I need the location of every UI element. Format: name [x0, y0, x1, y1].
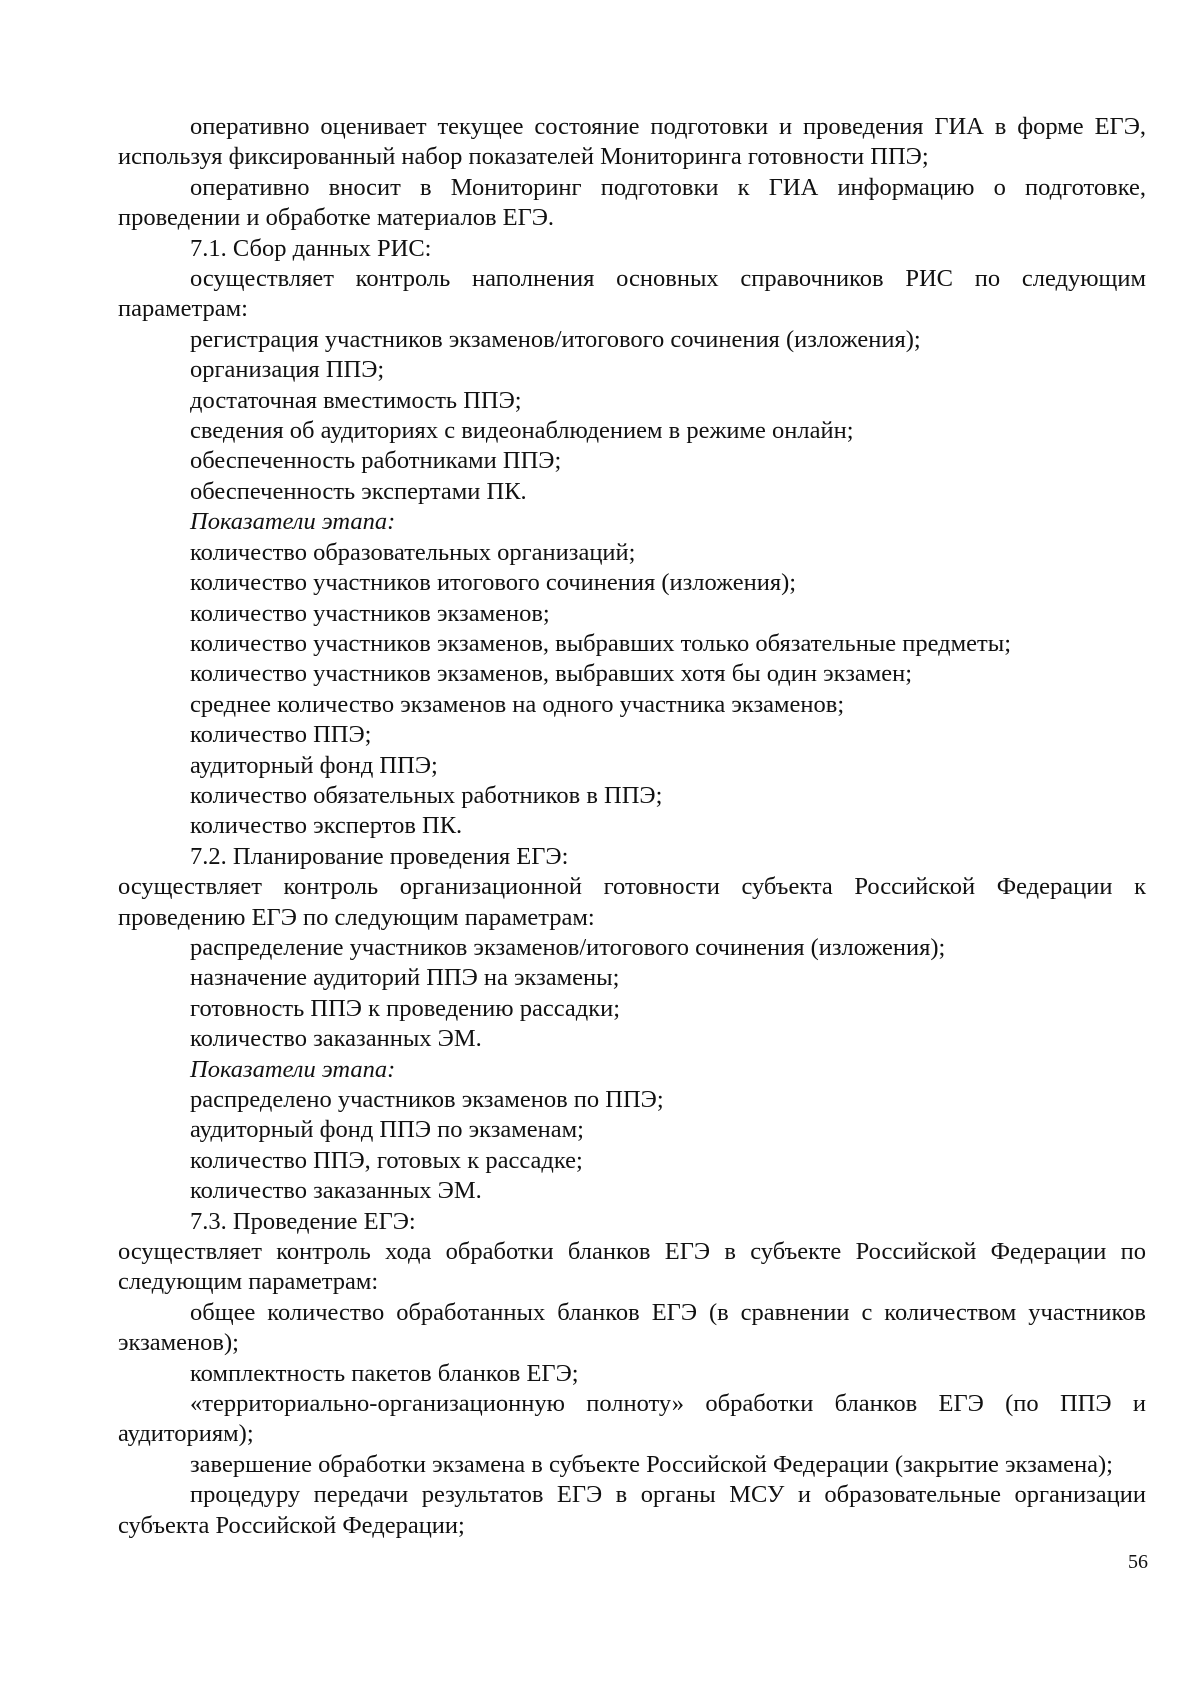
- section-heading: 7.3. Проведение ЕГЭ:: [190, 1207, 416, 1235]
- list-item: комплектность пакетов бланков ЕГЭ;: [190, 1359, 579, 1387]
- list-item: процедуру передачи результатов ЕГЭ в органы МСУ и образовательные организации субъекта Российской Федерации;: [118, 1481, 1146, 1539]
- list-item: количество ППЭ;: [190, 721, 372, 749]
- list-item: среднее количество экзаменов на одного участника экзаменов;: [190, 690, 845, 718]
- list-item: назначение аудиторий ППЭ на экзамены;: [190, 964, 620, 992]
- list-item: количество образовательных организаций;: [190, 538, 636, 566]
- list-item: количество заказанных ЭМ.: [190, 1025, 482, 1053]
- list-item: готовность ППЭ к проведению рассадки;: [190, 994, 621, 1022]
- list-item: количество экспертов ПК.: [190, 812, 463, 840]
- section-heading: 7.2. Планирование проведения ЕГЭ:: [190, 842, 569, 870]
- list-item: количество участников экзаменов, выбравших только обязательные предметы;: [190, 629, 1012, 657]
- list-item: распределение участников экзаменов/итогового сочинения (изложения);: [190, 933, 946, 961]
- list-item: аудиторный фонд ППЭ по экзаменам;: [190, 1116, 584, 1144]
- list-item: организация ППЭ;: [190, 356, 385, 384]
- list-item: количество ППЭ, готовых к рассадке;: [190, 1146, 583, 1174]
- subheading-italic: Показатели этапа:: [190, 1055, 396, 1083]
- paragraph: осуществляет контроль наполнения основных справочников РИС по следующим параметрам:: [118, 265, 1146, 323]
- section-heading: 7.1. Сбор данных РИС:: [190, 234, 432, 262]
- list-item: обеспеченность работниками ППЭ;: [190, 447, 562, 475]
- list-item: обеспеченность экспертами ПК.: [190, 477, 527, 505]
- list-item: регистрация участников экзаменов/итогового сочинения (изложения);: [190, 325, 921, 353]
- list-item: завершение обработки экзамена в субъекте Российской Федерации (закрытие экзамена);: [190, 1450, 1113, 1478]
- list-item: количество участников экзаменов;: [190, 599, 550, 627]
- list-item: количество участников итогового сочинения (изложения);: [190, 569, 797, 597]
- list-item: распределено участников экзаменов по ППЭ;: [190, 1086, 664, 1113]
- paragraph: оперативно оценивает текущее состояние подготовки и проведения ГИА в форме ЕГЭ, используя фиксированный набор показателей Мониторинга готовности ППЭ;: [118, 113, 1146, 171]
- paragraph: осуществляет контроль организационной готовности субъекта Российской Федерации к проведению ЕГЭ по следующим параметрам:: [118, 873, 1146, 931]
- document-body: [118, 112, 1146, 1541]
- list-item: общее количество обработанных бланков ЕГЭ (в сравнении с количеством участников экзаменов);: [118, 1298, 1146, 1357]
- paragraph: оперативно вносит в Мониторинг подготовки к ГИА информацию о подготовке, проведении и обработке материалов ЕГЭ.: [118, 173, 1146, 232]
- subheading-italic: Показатели этапа:: [190, 508, 396, 536]
- list-item: количество участников экзаменов, выбравших хотя бы один экзамен;: [190, 660, 913, 688]
- paragraph: осуществляет контроль хода обработки бланков ЕГЭ в субъекте Российской Федерации по следующим параметрам:: [118, 1238, 1146, 1296]
- list-item: сведения об аудиториях с видеонаблюдением в режиме онлайн;: [190, 417, 854, 445]
- list-item: «территориально-организационную полноту» обработки бланков ЕГЭ (по ППЭ и аудиториям);: [118, 1390, 1146, 1448]
- list-item: аудиторный фонд ППЭ;: [190, 751, 438, 779]
- page-number: 56: [1128, 1551, 1148, 1573]
- list-item: количество обязательных работников в ППЭ;: [190, 781, 663, 809]
- list-item: достаточная вместимость ППЭ;: [190, 386, 522, 414]
- list-item: количество заказанных ЭМ.: [190, 1177, 482, 1205]
